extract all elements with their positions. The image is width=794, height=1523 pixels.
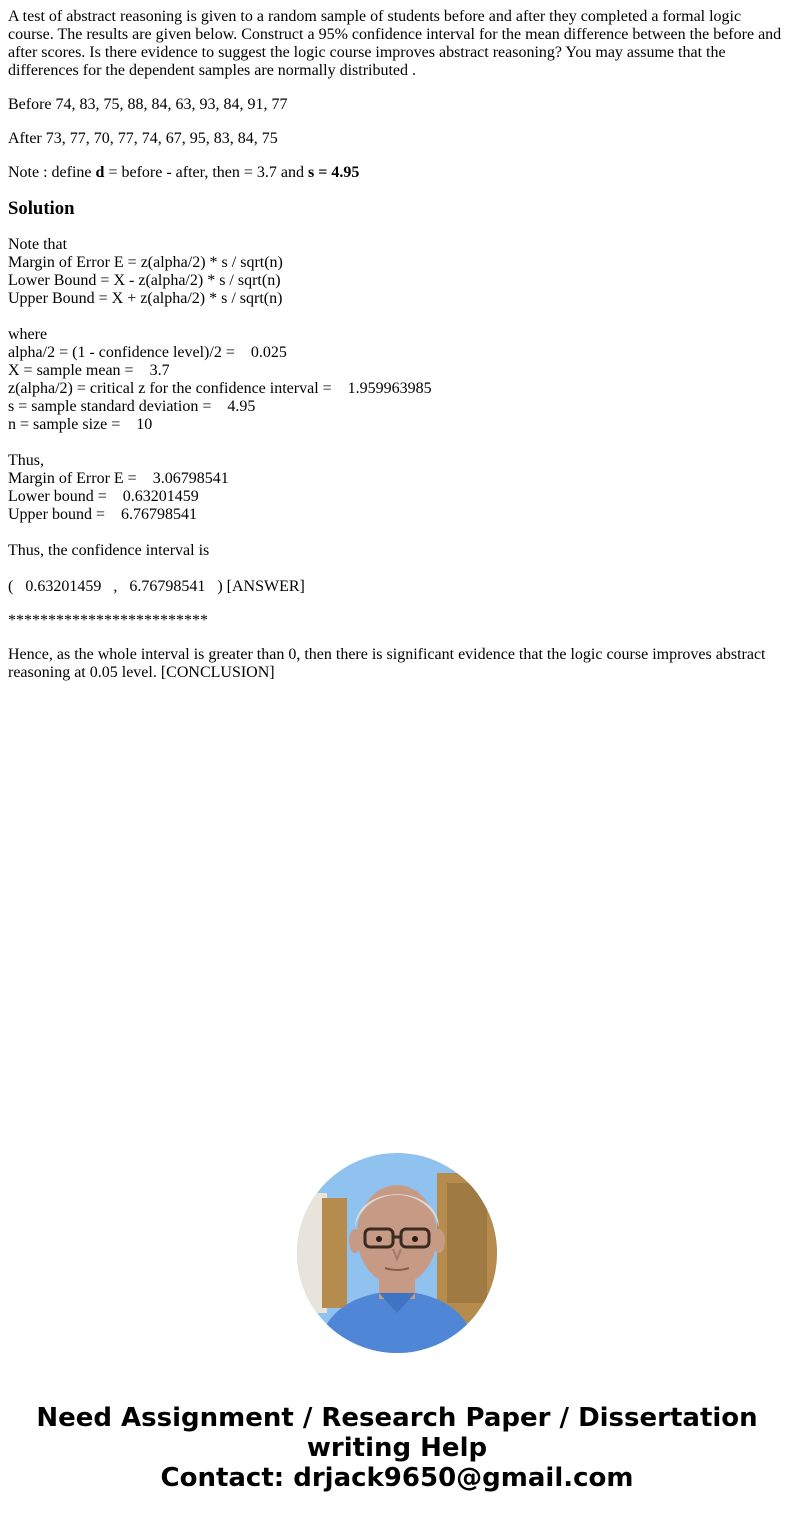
result-line: Thus, xyxy=(8,452,44,469)
formula-block xyxy=(8,236,786,308)
solution-heading: Solution xyxy=(8,198,75,219)
confidence-interval-answer: ( 0.63201459 , 6.76798541 ) [ANSWER] xyxy=(8,578,305,595)
footer-line: Need Assignment / Research Paper / Dissertation xyxy=(36,1403,758,1433)
where-line: z(alpha/2) = critical z for the confidence interval = 1.959963985 xyxy=(8,380,432,397)
result-line: Margin of Error E = 3.06798541 xyxy=(8,470,229,487)
note-middle: = before - after, then = 3.7 and xyxy=(104,164,308,181)
formula-line: Upper Bound = X + z(alpha/2) * s / sqrt(n) xyxy=(8,290,283,307)
formula-line: Note that xyxy=(8,236,68,253)
before-scores: Before 74, 83, 75, 88, 84, 63, 93, 84, 91, 77 xyxy=(8,96,288,113)
where-block xyxy=(8,326,786,434)
note-s: s = 4.95 xyxy=(307,164,360,181)
footer-line: writing Help xyxy=(306,1433,488,1463)
results-block xyxy=(8,452,786,524)
interval-intro: Thus, the confidence interval is xyxy=(8,542,210,559)
footer-contact xyxy=(0,1403,794,1493)
article xyxy=(8,8,786,682)
where-line: s = sample standard deviation = 4.95 xyxy=(8,398,256,415)
where-line: n = sample size = 10 xyxy=(8,416,153,433)
where-line: where xyxy=(8,326,48,343)
difference-note xyxy=(8,164,786,182)
after-scores: After 73, 77, 70, 77, 74, 67, 95, 83, 84, 75 xyxy=(8,130,278,147)
formula-line: Margin of Error E = z(alpha/2) * s / sqrt(n) xyxy=(8,254,283,271)
author-avatar xyxy=(297,1153,497,1353)
separator-stars: ************************* xyxy=(8,612,208,629)
formula-line: Lower Bound = X - z(alpha/2) * s / sqrt(n) xyxy=(8,272,281,289)
conclusion: Hence, as the whole interval is greater than 0, then there is significant evidence that the logic course improves abstract reasoning at 0.05 level. [CONCLUSION] xyxy=(8,646,766,681)
where-line: alpha/2 = (1 - confidence level)/2 = 0.025 xyxy=(8,344,287,361)
note-prefix: Note : define xyxy=(8,164,96,181)
result-line: Lower bound = 0.63201459 xyxy=(8,488,199,505)
note-d: d xyxy=(95,164,105,181)
footer-contact-email: Contact: drjack9650@gmail.com xyxy=(160,1463,634,1493)
question-intro: A test of abstract reasoning is given to a random sample of students before and after they completed a formal logic course. The results are given below. Construct a 95% confidence interval for the mean difference between the before and after scores. Is there evidence to suggest the logic course improves abstract reasoning? You may assume that the differences for the dependent samples are normally distributed . xyxy=(8,8,782,79)
where-line: X = sample mean = 3.7 xyxy=(8,362,170,379)
result-line: Upper bound = 6.76798541 xyxy=(8,506,198,523)
